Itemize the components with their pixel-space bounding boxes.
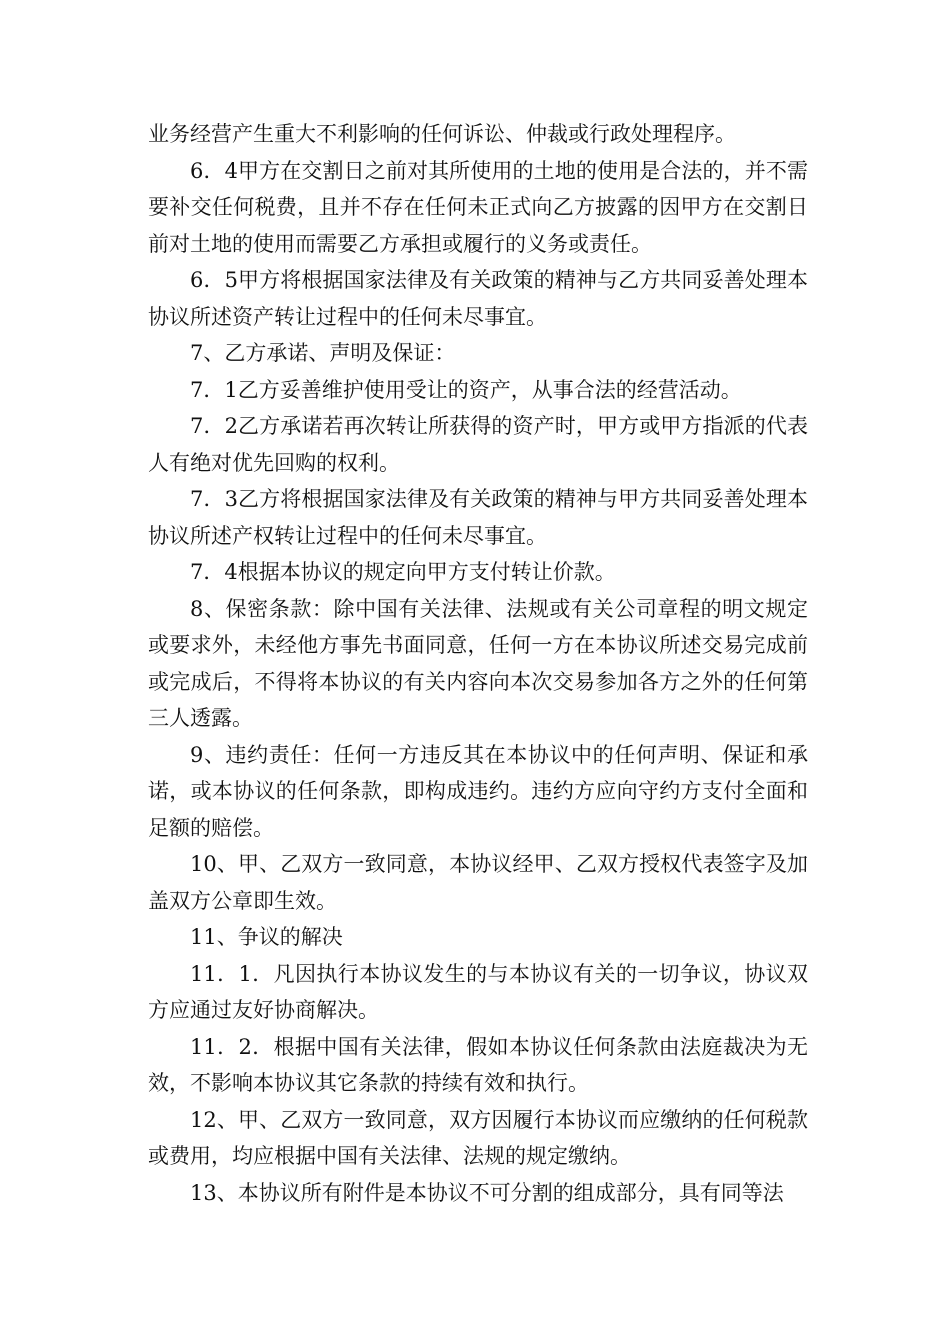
clause-13-annexes: 13、本协议所有附件是本协议不可分割的组成部分，具有同等法 [190, 1180, 784, 1205]
clause-9-liability: 9、违约责任：任何一方违反其在本协议中的任何声明、保证和承诺，或本协议的任何条款，即构成违约。违约方应向守约方支付全面和足额的赔偿。 [148, 742, 808, 840]
clause-7-heading: 7、乙方承诺、声明及保证： [190, 341, 456, 365]
clause-7-1: 7．1乙方妥善维护使用受让的资产，从事合法的经营活动。 [190, 377, 742, 402]
paragraph-continuation: 业务经营产生重大不利影响的任何诉讼、仲裁或行政处理程序。 [148, 122, 736, 146]
clause-6-5: 6．5甲方将根据国家法律及有关政策的精神与乙方共同妥善处理本协议所述资产转让过程中的任何未尽事宜。 [148, 268, 808, 329]
clause-10-effect: 10、甲、乙双方一致同意，本协议经甲、乙双方授权代表签字及加盖双方公章即生效。 [148, 852, 808, 913]
clause-6-4: 6．4甲方在交割日之前对其所使用的土地的使用是合法的，并不需要补交任何税费，且并不存在任何未正式向乙方披露的因甲方在交割日前对土地的使用而需要乙方承担或履行的义务或责任。 [148, 158, 808, 256]
clause-8-confidentiality: 8、保密条款：除中国有关法律、法规或有关公司章程的明文规定或要求外，未经他方事先书面同意，任何一方在本协议所述交易完成前或完成后，不得将本协议的有关内容向本次交易参加各方之外的任何第三人透露。 [148, 596, 808, 730]
document-body [148, 116, 808, 1211]
clause-7-3: 7．3乙方将根据国家法律及有关政策的精神与甲方共同妥善处理本协议所述产权转让过程中的任何未尽事宜。 [148, 487, 808, 548]
clause-11-2: 11．2．根据中国有关法律，假如本协议任何条款由法庭裁决为无效，不影响本协议其它条款的持续有效和执行。 [148, 1034, 808, 1095]
clause-11-1: 11．1．凡因执行本协议发生的与本协议有关的一切争议，协议双方应通过友好协商解决。 [148, 961, 808, 1022]
clause-11-heading: 11、争议的解决 [190, 925, 343, 949]
clause-7-2: 7．2乙方承诺若再次转让所获得的资产时，甲方或甲方指派的代表人有绝对优先回购的权利。 [148, 414, 808, 475]
clause-12-taxes: 12、甲、乙双方一致同意，双方因履行本协议而应缴纳的任何税款或费用，均应根据中国有关法律、法规的规定缴纳。 [148, 1107, 808, 1168]
clause-7-4: 7．4根据本协议的规定向甲方支付转让价款。 [190, 560, 616, 584]
